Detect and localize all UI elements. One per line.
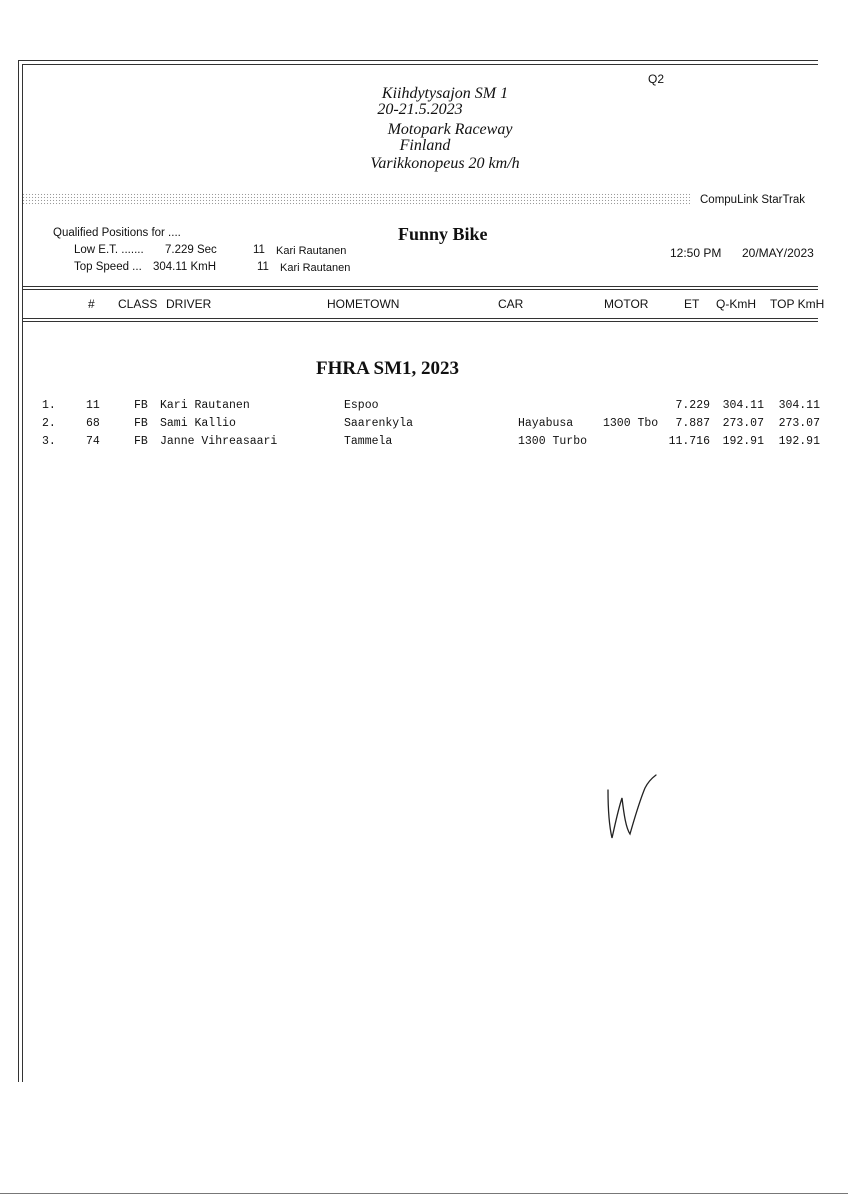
et: 7.887 — [675, 417, 710, 430]
bottom-scan-line — [0, 1193, 848, 1194]
event-title: Kiihdytysajon SM 1 — [381, 85, 509, 102]
header-rule-top-a — [22, 286, 818, 287]
et: 7.229 — [675, 399, 710, 412]
header-rule-bottom-b — [22, 321, 818, 322]
q-kmh: 304.11 — [722, 399, 764, 412]
position: 2. — [42, 417, 56, 430]
top-speed-number: 11 — [257, 261, 269, 273]
low-et-value: 7.229 Sec — [165, 244, 217, 256]
position: 1. — [42, 399, 56, 412]
col-motor: MOTOR — [604, 297, 649, 311]
hometown: Saarenkyla — [344, 417, 414, 430]
print-time: 12:50 PM — [670, 246, 722, 260]
event-country: Finland — [399, 137, 451, 154]
table-row — [0, 399, 848, 417]
col-num: # — [88, 297, 95, 311]
class: FB — [134, 399, 148, 412]
hometown: Tammela — [344, 435, 393, 448]
low-et-label: Low E.T. ....... — [74, 244, 144, 256]
signature-mark — [600, 770, 670, 850]
section-title: FHRA SM1, 2023 — [316, 358, 460, 379]
left-border-inner — [22, 64, 23, 1082]
event-pit-speed: Varikkonopeus 20 km/h — [370, 155, 520, 172]
col-qkmh: Q-KmH — [716, 297, 756, 311]
class: FB — [134, 417, 148, 430]
qualified-heading: Qualified Positions for .... — [53, 227, 181, 239]
event-venue: Motopark Raceway — [387, 121, 513, 138]
position: 3. — [42, 435, 56, 448]
col-class: CLASS — [118, 297, 158, 311]
hometown: Espoo — [344, 399, 379, 412]
low-et-driver: Kari Rautanen — [276, 245, 347, 257]
col-et: ET — [684, 297, 700, 311]
table-row — [0, 417, 848, 435]
col-car: CAR — [498, 297, 524, 311]
event-dates: 20-21.5.2023 — [377, 101, 463, 118]
q-kmh: 192.91 — [722, 435, 764, 448]
top-kmh: 304.11 — [778, 399, 820, 412]
car-number: 74 — [86, 435, 100, 448]
car-number: 11 — [86, 399, 100, 412]
session-label: Q2 — [648, 72, 665, 86]
col-hometown: HOMETOWN — [327, 297, 400, 311]
print-date: 20/MAY/2023 — [742, 246, 814, 260]
et: 11.716 — [668, 435, 710, 448]
driver: Kari Rautanen — [160, 399, 250, 412]
table-row — [0, 435, 848, 453]
driver: Sami Kallio — [160, 417, 236, 430]
top-kmh: 273.07 — [778, 417, 820, 430]
header-rule-top-b — [22, 289, 818, 290]
category-title: Funny Bike — [398, 224, 488, 244]
car: 1300 Turbo — [518, 435, 588, 448]
car: Hayabusa — [518, 417, 574, 430]
col-topkmh: TOP KmH — [770, 297, 825, 311]
motor: 1300 Tbo — [603, 417, 659, 430]
top-kmh: 192.91 — [778, 435, 820, 448]
dotted-band — [22, 193, 690, 205]
car-number: 68 — [86, 417, 100, 430]
low-et-number: 11 — [253, 244, 265, 256]
top-speed-driver: Kari Rautanen — [280, 262, 351, 274]
top-speed-label: Top Speed ... — [74, 261, 142, 273]
driver: Janne Vihreasaari — [160, 435, 278, 448]
top-border-outer — [18, 60, 818, 61]
class: FB — [134, 435, 148, 448]
top-speed-value: 304.11 KmH — [153, 261, 217, 273]
col-driver: DRIVER — [166, 297, 212, 311]
software-label: CompuLink StarTrak — [700, 194, 806, 206]
left-border-outer — [18, 60, 19, 1082]
header-rule-bottom-a — [22, 318, 818, 319]
top-border-inner — [22, 64, 818, 65]
q-kmh: 273.07 — [722, 417, 764, 430]
